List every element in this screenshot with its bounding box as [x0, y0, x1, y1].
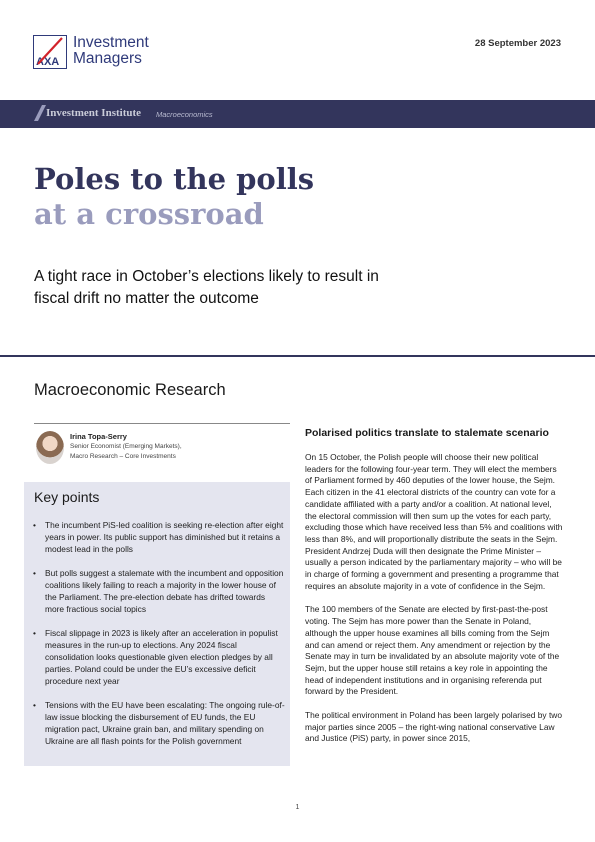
author-divider: [34, 423, 290, 424]
logo-line-1: Investment: [73, 34, 149, 51]
key-point: • Tensions with the EU have been escalating: The ongoing rule-of-law issue blocking the disbursement of EU funds, the EU migration pact, Ukraine grain ban, and military spending on Ukraine are all flash points for the Polish government: [33, 699, 285, 747]
company-name: [73, 35, 149, 67]
author-name: Irina Topa-Serry: [70, 432, 127, 441]
author-role-line-1: Senior Economist (Emerging Markets),: [70, 443, 182, 450]
author-avatar: [36, 431, 64, 464]
page-title: Poles to the polls: [34, 162, 315, 196]
page-title-secondary: at a crossroad: [34, 197, 264, 231]
axa-logo: [33, 35, 67, 69]
svg-text:AXA: AXA: [36, 56, 60, 68]
page-number: 1: [295, 804, 300, 811]
publication-date: 28 September 2023: [474, 38, 561, 49]
article-paragraph: On 15 October, the Polish people will choose their new political leaders for the following four-year term. They will elect the members of Parliament formed by 460 deputies of the lower house, the Sejm. Each citizen in the 41 electoral districts of the country can vote for a candidate affiliated with a party and/or a coalition. At national level, the electoral commission will then sum up the votes for each party, excluding those which have received less than 5% and coalitions with less than 8%, and will proportionally distribute the seats in the Sejm. President Andrzej Duda will then designate the Prime Minister – usually a person indicated by the parliamentary majority – who will be in charge of forming a government and presenting a programme that requires an absolute majority in a vote of confidence in the Sejm.: [305, 452, 563, 591]
key-point: • The incumbent PiS-led coalition is seeking re-election after eight years in power. Its public support has diminished but it retains a modest lead in the polls: [33, 519, 285, 555]
section-title: Macroeconomic Research: [34, 381, 226, 399]
key-point: • But polls suggest a stalemate with the incumbent and opposition coalitions likely failing to reach a majority in the lower house of the Parliament. The pre-election debate has drifted towards more fractious social topics: [33, 567, 285, 615]
page-subtitle: A tight race in October’s elections likely to result in fiscal drift no matter the outcome: [34, 268, 379, 307]
logo-line-2: Managers: [73, 50, 142, 67]
author-role-line-2: Macro Research – Core Investments: [70, 453, 176, 460]
article-heading: Polarised politics translate to stalemate scenario: [305, 427, 549, 439]
article-body: [305, 452, 563, 757]
key-points-list: [33, 519, 285, 759]
institute-brand: Investment Institute: [46, 107, 142, 119]
article-paragraph: The political environment in Poland has been largely polarised by two major parties since 2005 – the right-wing national conservative Law and Justice (PiS) party, in power since 2015,: [305, 710, 562, 744]
key-point: • Fiscal slippage in 2023 is likely after an acceleration in populist measures in the run-up to elections. Any 2024 fiscal consolidation looks questionable given election pledges by all parties. Poland could be under the EU’s excessive deficit procedure next year: [33, 627, 285, 687]
institute-section: Macroeconomics: [156, 110, 213, 119]
divider: [0, 355, 595, 357]
axa-logo-mark: [34, 36, 66, 68]
author-role: [70, 442, 182, 462]
institute-slash-icon: [34, 105, 46, 121]
article-paragraph: The 100 members of the Senate are elected by first-past-the-post voting. The Sejm has more power than the Senate in Poland, although the upper house examines all bills coming from the Sejm and can amend or reject them. Any amendment or rejection by the Senate may in turn be invalidated by an absolute majority vote of the Sejm, but the upper house still retains a key role in appointing the head of independent institutions and in organising referenda put forward by the President.: [305, 604, 560, 697]
key-points-title: Key points: [34, 489, 100, 505]
